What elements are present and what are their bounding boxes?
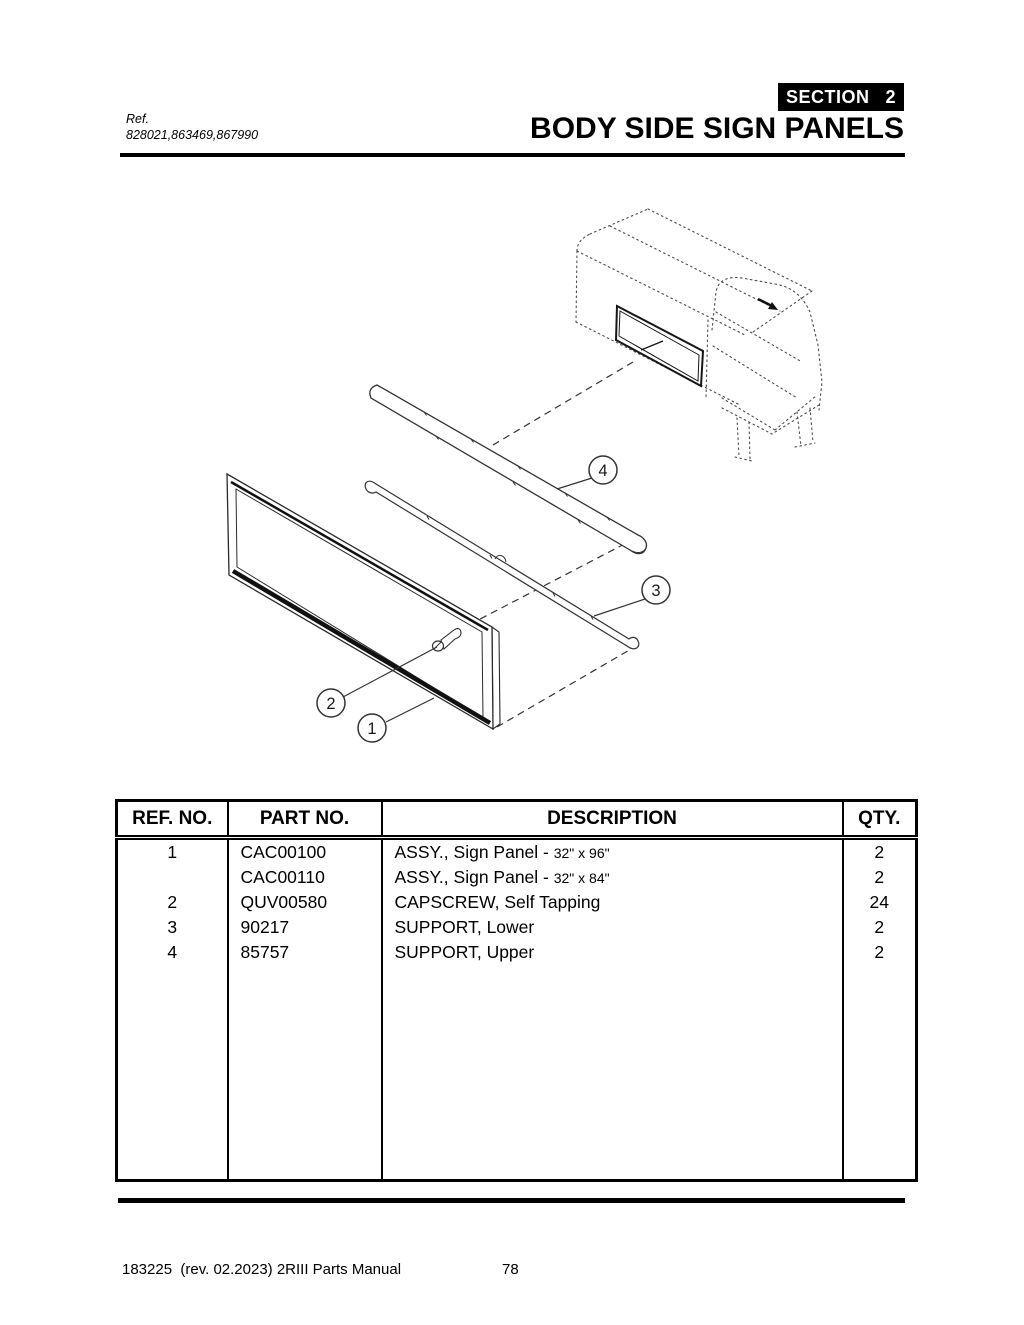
- table-row: [117, 838, 917, 866]
- page-title: BODY SIDE SIGN PANELS: [530, 112, 904, 145]
- cell-part: CAC00110: [228, 865, 382, 890]
- table-row: [117, 940, 917, 965]
- cell-part: QUV00580: [228, 890, 382, 915]
- cell-qty: 24: [843, 890, 917, 915]
- cell-part: CAC00100: [228, 838, 382, 866]
- cell-description: ASSY., Sign Panel - 32" x 84": [382, 865, 843, 890]
- col-header-description: DESCRIPTION: [382, 801, 843, 838]
- cell-ref: 2: [117, 890, 228, 915]
- cell-qty: 2: [843, 865, 917, 890]
- footer-rule: [118, 1198, 905, 1203]
- cell-ref: [117, 865, 228, 890]
- truck-body-outline: [576, 209, 822, 461]
- table-row: [117, 915, 917, 940]
- sign-panel-drawing: [227, 474, 500, 729]
- svg-text:2: 2: [326, 695, 336, 713]
- cell-description: SUPPORT, Upper: [382, 940, 843, 965]
- cell-description: SUPPORT, Lower: [382, 915, 843, 940]
- cell-ref: 3: [117, 915, 228, 940]
- tailgate-arrow: [758, 299, 778, 310]
- cell-description: CAPSCREW, Self Tapping: [382, 890, 843, 915]
- callout-2: [317, 689, 345, 717]
- col-header-part-no: PART NO.: [228, 801, 382, 838]
- cell-description: ASSY., Sign Panel - 32" x 96": [382, 838, 843, 866]
- parts-table: [115, 799, 918, 1182]
- section-number: 2: [885, 86, 896, 107]
- ref-label: Ref.: [126, 112, 149, 126]
- cell-qty: 2: [843, 838, 917, 866]
- col-header-ref-no: REF. NO.: [117, 801, 228, 838]
- table-header-row: [117, 801, 917, 838]
- svg-text:3: 3: [651, 582, 661, 600]
- table-filler-row: [117, 965, 917, 1181]
- table-row: [117, 865, 917, 890]
- cell-ref: 1: [117, 838, 228, 866]
- cell-ref: 4: [117, 940, 228, 965]
- footer-page-number: 78: [502, 1261, 519, 1278]
- sign-panel-on-truck: [616, 306, 703, 386]
- footer-document-info: 183225 (rev. 02.2023) 2RIII Parts Manual: [122, 1261, 402, 1278]
- cell-qty: 2: [843, 915, 917, 940]
- svg-text:4: 4: [598, 462, 608, 480]
- callout-4: [589, 456, 617, 484]
- col-header-qty: QTY.: [843, 801, 917, 838]
- ref-numbers: 828021,863469,867990: [126, 127, 259, 142]
- svg-text:1: 1: [367, 720, 377, 738]
- callout-1: [358, 714, 386, 742]
- cell-part: 90217: [228, 915, 382, 940]
- cell-qty: 2: [843, 940, 917, 965]
- table-row: [117, 890, 917, 915]
- section-label: SECTION: [786, 86, 870, 107]
- cell-part: 85757: [228, 940, 382, 965]
- callout-3: [642, 576, 670, 604]
